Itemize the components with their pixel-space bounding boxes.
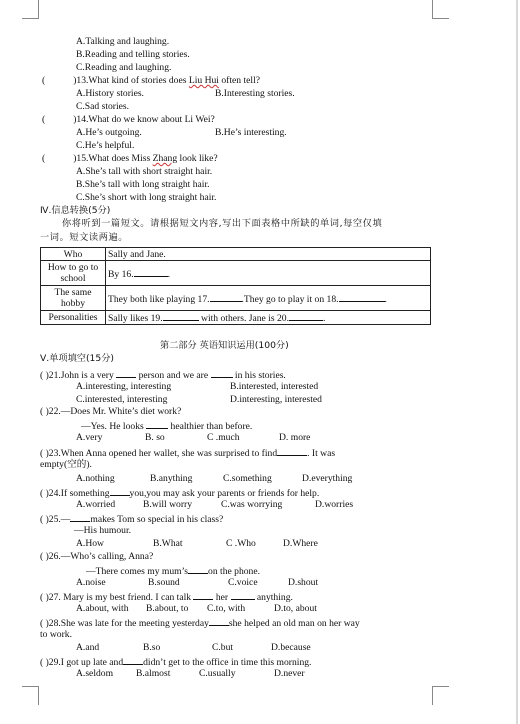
option-b: B.sound bbox=[148, 577, 180, 588]
answer-blank[interactable] bbox=[209, 616, 229, 626]
option-a: A.about, with bbox=[76, 603, 129, 614]
option-b: B.Interesting stories. bbox=[215, 88, 295, 99]
option-a: A.and bbox=[76, 642, 100, 653]
option-c: C.something bbox=[223, 473, 272, 484]
question-28-cont: to work. bbox=[40, 629, 72, 640]
option-c: C .Who bbox=[226, 538, 256, 549]
name-zhang: Zhang bbox=[152, 153, 178, 164]
part-2-title: 第二部分 英语知识运用(100分) bbox=[160, 340, 289, 351]
question-15: ( )15.What does Miss Zhang look like? bbox=[42, 153, 218, 164]
question-22-reply: —Yes. He looks healthier than before. bbox=[81, 421, 253, 432]
option-a: A.noise bbox=[76, 577, 106, 588]
option-b: B.anything bbox=[150, 473, 193, 484]
section-4-instruction: 你将听到一篇短文。请根据短文内容,写出下面表格中所缺的单词,每空仅填 bbox=[62, 218, 383, 229]
answer-blank[interactable] bbox=[123, 655, 143, 665]
option-b: B.He’s interesting. bbox=[215, 127, 287, 138]
page-edge bbox=[516, 0, 518, 724]
option-a: A.interesting, interesting bbox=[76, 381, 172, 392]
section-4-instruction-cont: 一词。短文读两遍。 bbox=[40, 232, 129, 243]
name-liu-hui: Liu Hui bbox=[188, 75, 219, 86]
question-24: ( )24.If something you,you may ask your parents or friends for help. bbox=[40, 488, 320, 499]
answer-blank[interactable] bbox=[70, 512, 90, 522]
option-c: C.interested, interesting bbox=[76, 394, 168, 405]
option-a: A.nothing bbox=[76, 473, 115, 484]
answer-blank-16[interactable] bbox=[134, 267, 168, 277]
option-c: C.Sad stories. bbox=[76, 101, 130, 112]
option-a: A.History stories. bbox=[76, 88, 144, 99]
section-5-title: Ⅴ.单项填空(15分) bbox=[40, 353, 115, 364]
question-27: ( )27. Mary is my best friend. I can talk her anything. bbox=[40, 592, 293, 603]
answer-blank[interactable] bbox=[211, 368, 233, 378]
row-header: Who bbox=[41, 248, 106, 261]
option-d: D.shout bbox=[288, 577, 319, 588]
option-a: A.How bbox=[76, 538, 104, 549]
question-21: ( )21.John is a very person and we are in his stories. bbox=[40, 370, 286, 381]
option-d: D.interesting, interested bbox=[230, 394, 322, 405]
option-b: B.will worry bbox=[143, 499, 193, 510]
answer-blank-18[interactable] bbox=[339, 292, 385, 302]
option-c: C.He’s helpful. bbox=[76, 140, 135, 151]
row-cell: By 16. . bbox=[106, 261, 431, 286]
answer-blank[interactable] bbox=[116, 368, 136, 378]
option-d: D.worries bbox=[315, 499, 354, 510]
table-row bbox=[41, 286, 431, 311]
row-cell: They both like playing 17. .They go to play it on 18. . bbox=[106, 286, 431, 311]
option-a: A.worried bbox=[76, 499, 116, 510]
option-b: B.What bbox=[153, 538, 183, 549]
answer-blank[interactable] bbox=[188, 564, 208, 574]
option-line: C.Reading and laughing. bbox=[76, 62, 172, 73]
answer-blank[interactable] bbox=[231, 590, 255, 600]
option-d: D.never bbox=[274, 668, 305, 679]
row-header: The same hobby bbox=[41, 286, 106, 311]
option-c: C.to, with bbox=[207, 603, 246, 614]
crop-mark-top-left bbox=[22, 0, 39, 19]
question-13: ( )13.What kind of stories does Liu Hui often tell? bbox=[42, 75, 260, 86]
question-26-reply: —There comes my mum’s on the phone. bbox=[86, 566, 261, 577]
table-row bbox=[41, 261, 431, 286]
row-header: Personalities bbox=[41, 311, 106, 325]
question-23: ( )23.When Anna opened her wallet, she was surprised to find . It was bbox=[40, 448, 336, 459]
row-cell: Sally and Jane. bbox=[106, 248, 431, 261]
question-26: ( )26.—Who’s calling, Anna? bbox=[40, 551, 154, 562]
crop-mark-top-right bbox=[432, 0, 449, 19]
option-b: B. so bbox=[145, 432, 165, 443]
crop-mark-bottom-left bbox=[22, 686, 39, 705]
section-4-title: Ⅳ.信息转换(5分) bbox=[40, 205, 111, 216]
question-14: ( )14.What do we know about Li Wei? bbox=[42, 114, 215, 125]
option-b: B.interested, interested bbox=[230, 381, 319, 392]
question-29: ( )29.I got up late and didn’t get to the office in time this morning. bbox=[40, 657, 312, 668]
option-a: A.He’s outgoing. bbox=[76, 127, 142, 138]
question-23-cont: empty(空的). bbox=[40, 459, 92, 470]
option-b: B.about, to bbox=[146, 603, 189, 614]
option-c: C .much bbox=[207, 432, 240, 443]
option-a: A.She’s tall with short straight hair. bbox=[76, 166, 213, 177]
question-28: ( )28.She was late for the meeting yesterday she helped an old man on her way bbox=[40, 618, 360, 629]
option-d: D.Where bbox=[283, 538, 318, 549]
option-line: B.Reading and telling stories. bbox=[76, 49, 190, 60]
option-d: D.because bbox=[271, 642, 311, 653]
answer-blank-20[interactable] bbox=[289, 311, 323, 321]
row-cell: Sally likes 19. with others. Jane is 20. . bbox=[106, 311, 431, 325]
option-c: C.was worrying bbox=[221, 499, 283, 510]
option-d: D. more bbox=[279, 432, 311, 443]
crop-mark-bottom-right bbox=[432, 686, 449, 705]
option-line: A.Talking and laughing. bbox=[76, 36, 170, 47]
option-b: B.almost bbox=[136, 668, 171, 679]
answer-blank[interactable] bbox=[110, 486, 130, 496]
option-c: C.but bbox=[212, 642, 234, 653]
row-header: How to go to school bbox=[41, 261, 106, 286]
table-row bbox=[41, 248, 431, 261]
answer-blank[interactable] bbox=[146, 419, 168, 429]
option-c: C.usually bbox=[199, 668, 236, 679]
option-c: C.She’s short with long straight hair. bbox=[76, 192, 217, 203]
question-25-reply: —His humour. bbox=[74, 525, 132, 536]
question-25: ( )25.— makes Tom so special in his class? bbox=[40, 514, 224, 525]
answer-blank-19[interactable] bbox=[163, 311, 199, 321]
table-row bbox=[41, 311, 431, 325]
option-c: C.voice bbox=[228, 577, 258, 588]
info-table bbox=[40, 247, 431, 325]
answer-blank-17[interactable] bbox=[210, 292, 242, 302]
option-d: D.to, about bbox=[274, 603, 317, 614]
option-a: A.seldom bbox=[76, 668, 114, 679]
option-b: B.so bbox=[143, 642, 161, 653]
option-b: B.She’s tall with long straight hair. bbox=[76, 179, 210, 190]
answer-blank[interactable] bbox=[277, 446, 307, 456]
question-22: ( )22.—Does Mr. White’s diet work? bbox=[40, 406, 182, 417]
option-d: D.everything bbox=[302, 473, 353, 484]
answer-blank[interactable] bbox=[193, 590, 213, 600]
option-a: A.very bbox=[76, 432, 103, 443]
